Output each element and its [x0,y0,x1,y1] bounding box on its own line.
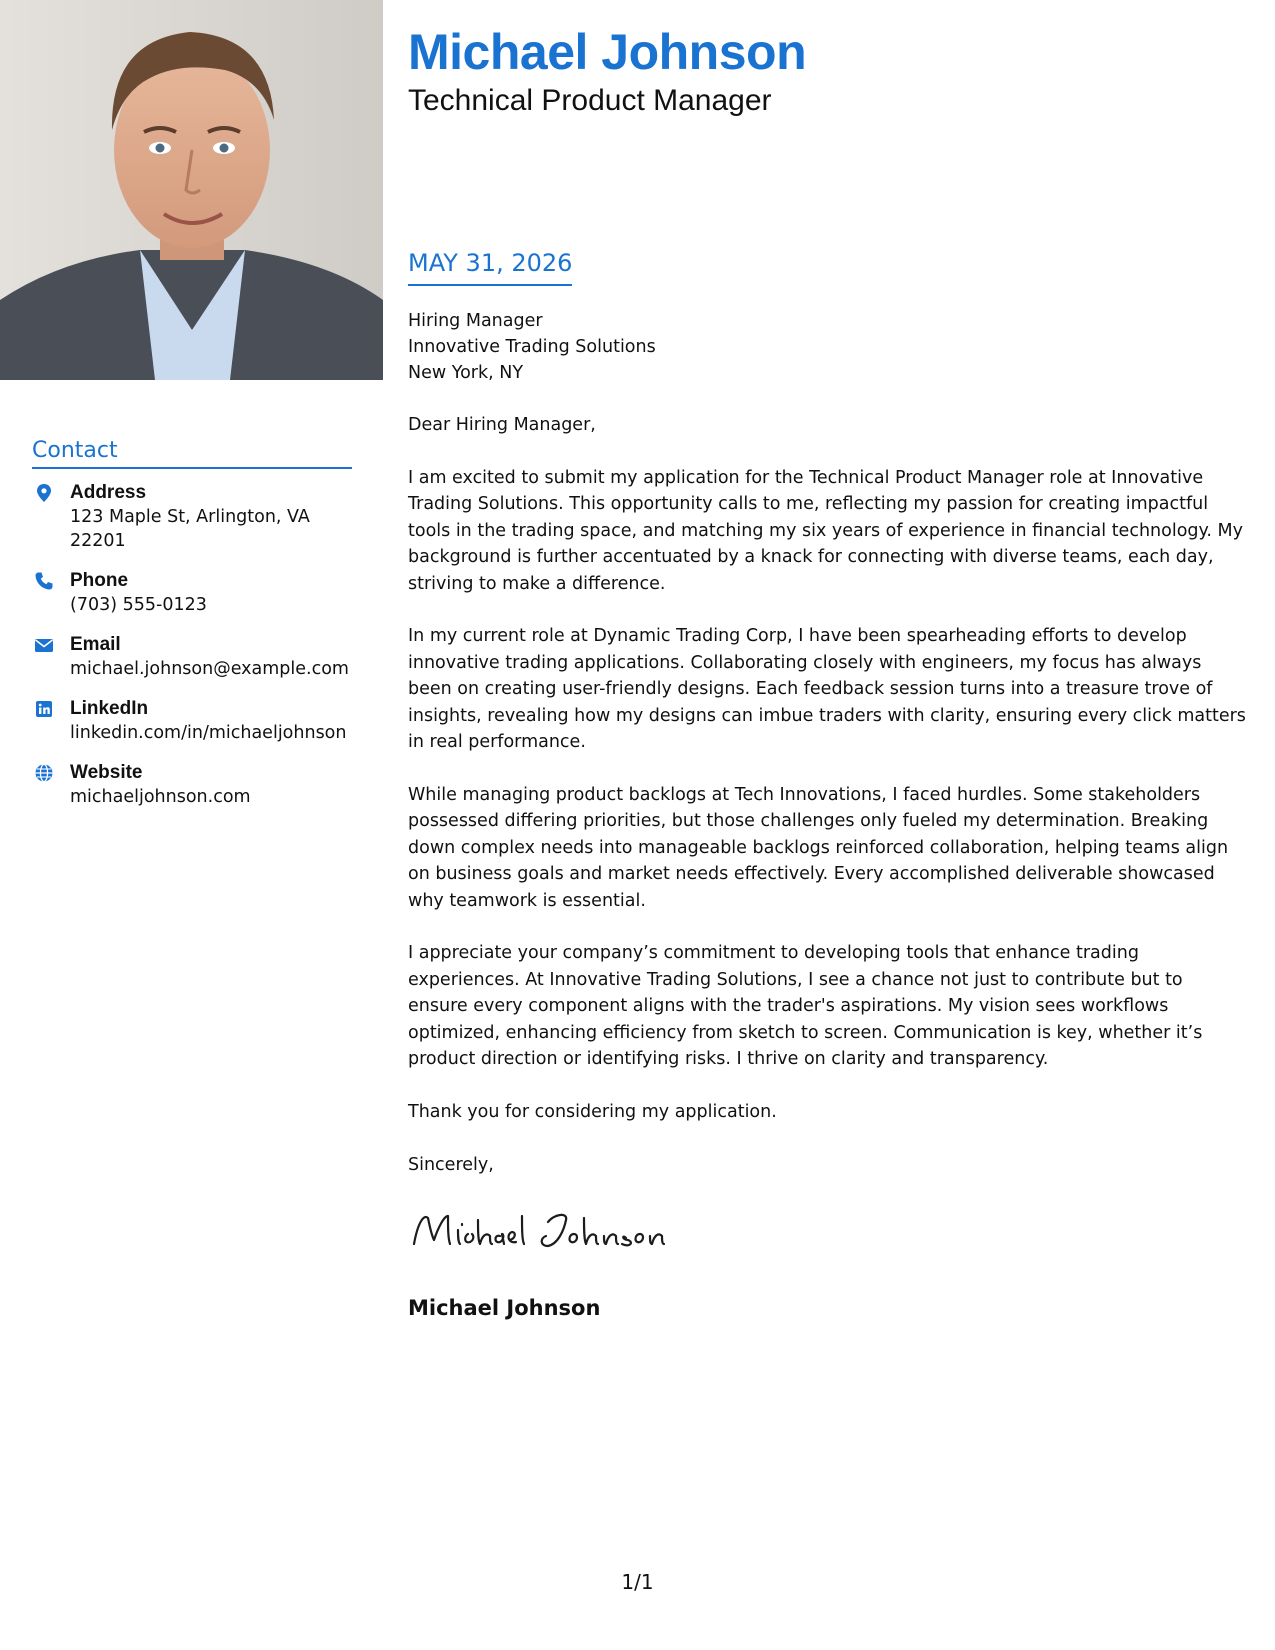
phone-value[interactable]: (703) 555-0123 [70,595,207,615]
website-label: Website [70,762,143,783]
linkedin-value[interactable]: linkedin.com/in/michaeljohnson [70,723,347,743]
contact-phone [32,569,352,617]
applicant-name: Michael Johnson [408,24,807,80]
greeting: Dear Hiring Manager, [408,415,596,435]
recipient-line-1: Hiring Manager [408,311,543,331]
body-paragraph-4: I appreciate your company’s commitment to developing tools that enhance trading experiences. At Innovative Trading Solutions, I see a chance not just to contribute but to ensure every component aligns with the trader's aspirations. My vision sees workflows optimized, enhancing efficiency from sketch to screen. Communication is key, whether it’s product direction or identifying risks. I thrive on clarity and transparency. [408,943,1203,1069]
body-paragraph-5: Thank you for considering my application. [408,1101,777,1122]
email-icon [34,635,54,655]
location-pin-icon [34,483,54,503]
contact-website [32,761,352,809]
globe-icon [34,763,54,783]
profile-photo [0,0,383,380]
phone-label: Phone [70,570,129,591]
page-number: 1/1 [621,1570,654,1594]
body-paragraph-2: In my current role at Dynamic Trading Corp, I have been spearheading efforts to develop innovative trading applications. Collaborating closely with engineers, my focus has always been on creating user-friendly designs. Each feedback session turns into a treasure trove of insights, revealing how my designs can imbue traders with clarity, ensuring every click matters in real performance. [408,626,1246,752]
address-label: Address [70,482,147,503]
letter-body [408,412,1246,1151]
linkedin-label: LinkedIn [70,698,149,719]
handwritten-signature [408,1200,668,1260]
recipient-line-2: Innovative Trading Solutions [408,337,656,357]
body-paragraph-3: While managing product backlogs at Tech Innovations, I faced hurdles. Some stakeholders possessed differing priorities, but those challenges only fueled my determination. Breaking down complex needs into manageable backlogs reinforced collaboration, helping teams align on business goals and market needs effectively. Every accomplished deliverable showcased why teamwork is essential. [408,784,1229,911]
email-value[interactable]: michael.johnson@example.com [70,659,349,679]
contact-address [32,481,352,553]
body-paragraph-1: I am excited to submit my application for the Technical Product Manager role at Innovative Trading Solutions. This opportunity calls to me, reflecting my passion for creating impactful tools in the trading space, and matching my six years of experience in financial technology. My background is further accentuated by a knack for connecting with diverse teams, each day, striving to make a difference. [408,467,1243,594]
recipient-block [408,308,656,386]
contact-email [32,633,352,681]
recipient-line-3: New York, NY [408,363,524,383]
applicant-title: Technical Product Manager [408,84,772,117]
email-label: Email [70,634,121,655]
address-value: 123 Maple St, Arlington, VA 22201 [70,507,310,551]
closing: Sincerely, [408,1155,494,1175]
letter-date: MAY 31, 2026 [408,248,572,286]
contact-section [32,438,352,825]
contact-heading: Contact [32,438,352,469]
signer-name: Michael Johnson [408,1296,601,1320]
phone-icon [34,571,54,591]
portrait-illustration [0,0,383,380]
contact-linkedin [32,697,352,745]
website-value[interactable]: michaeljohnson.com [70,787,251,807]
linkedin-icon [34,699,54,719]
